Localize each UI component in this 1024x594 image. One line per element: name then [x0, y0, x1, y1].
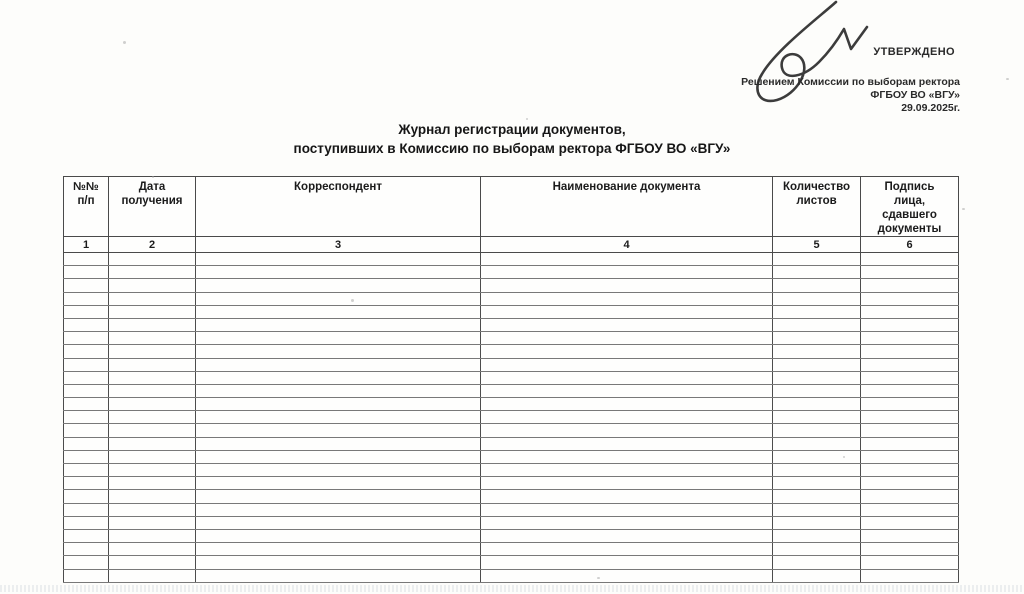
empty-cell [773, 279, 861, 292]
empty-cell [64, 358, 109, 371]
empty-cell [861, 266, 959, 279]
empty-cell [64, 464, 109, 477]
empty-cell [773, 569, 861, 582]
empty-cell [109, 305, 196, 318]
empty-cell [109, 437, 196, 450]
scan-speck [962, 208, 965, 210]
empty-row [64, 253, 959, 266]
empty-cell [481, 384, 773, 397]
empty-cell [773, 292, 861, 305]
empty-cell [109, 516, 196, 529]
column-header-6: Подпись лица, сдавшего документы [861, 177, 959, 237]
empty-cell [773, 437, 861, 450]
empty-cell [109, 464, 196, 477]
empty-cell [109, 384, 196, 397]
empty-cell [481, 266, 773, 279]
approval-line-organization: ФГБОУ ВО «ВГУ» [870, 89, 960, 101]
empty-row [64, 437, 959, 450]
empty-cell [64, 318, 109, 331]
empty-cell [196, 305, 481, 318]
scan-speck [526, 118, 528, 120]
empty-cell [481, 464, 773, 477]
empty-row [64, 411, 959, 424]
empty-cell [109, 503, 196, 516]
empty-cell [196, 424, 481, 437]
empty-cell [773, 358, 861, 371]
empty-cell [64, 279, 109, 292]
empty-cell [196, 398, 481, 411]
empty-cell [64, 556, 109, 569]
empty-row [64, 332, 959, 345]
empty-cell [773, 503, 861, 516]
empty-cell [861, 279, 959, 292]
approval-line-resolution: Решением Комиссии по выборам ректора [741, 76, 960, 88]
empty-row [64, 424, 959, 437]
column-header-3: Корреспондент [196, 177, 481, 237]
empty-cell [861, 384, 959, 397]
empty-cell [196, 358, 481, 371]
empty-row [64, 384, 959, 397]
column-numbers-row [64, 237, 959, 253]
empty-cell [64, 398, 109, 411]
empty-cell [109, 318, 196, 331]
empty-cell [773, 424, 861, 437]
empty-cell [196, 345, 481, 358]
empty-cell [773, 529, 861, 542]
empty-cell [861, 398, 959, 411]
empty-cell [64, 384, 109, 397]
empty-cell [196, 516, 481, 529]
scanner-edge-artifact [0, 585, 1024, 592]
empty-cell [64, 332, 109, 345]
empty-row [64, 398, 959, 411]
empty-cell [773, 398, 861, 411]
column-number-5: 5 [773, 237, 861, 253]
empty-cell [64, 450, 109, 463]
empty-cell [109, 279, 196, 292]
empty-cell [109, 371, 196, 384]
empty-cell [861, 477, 959, 490]
empty-cell [773, 332, 861, 345]
empty-cell [861, 450, 959, 463]
column-number-4: 4 [481, 237, 773, 253]
empty-cell [773, 490, 861, 503]
column-header-1: №№ п/п [64, 177, 109, 237]
empty-row [64, 543, 959, 556]
empty-cell [861, 305, 959, 318]
column-number-2: 2 [109, 237, 196, 253]
empty-cell [861, 358, 959, 371]
empty-row [64, 556, 959, 569]
empty-cell [109, 358, 196, 371]
empty-cell [481, 279, 773, 292]
empty-cell [109, 450, 196, 463]
empty-cell [196, 556, 481, 569]
empty-cell [481, 529, 773, 542]
empty-cell [773, 266, 861, 279]
empty-row [64, 305, 959, 318]
column-number-6: 6 [861, 237, 959, 253]
empty-cell [196, 477, 481, 490]
empty-cell [773, 450, 861, 463]
empty-cell [861, 332, 959, 345]
empty-cell [481, 490, 773, 503]
empty-cell [773, 345, 861, 358]
empty-cell [861, 345, 959, 358]
empty-cell [773, 543, 861, 556]
empty-cell [481, 318, 773, 331]
column-header-4: Наименование документа [481, 177, 773, 237]
empty-cell [64, 424, 109, 437]
empty-cell [196, 450, 481, 463]
empty-row [64, 464, 959, 477]
empty-row [64, 292, 959, 305]
empty-row [64, 371, 959, 384]
empty-cell [481, 424, 773, 437]
empty-cell [64, 266, 109, 279]
empty-cell [64, 411, 109, 424]
empty-row [64, 345, 959, 358]
scan-speck [351, 299, 354, 302]
empty-cell [773, 384, 861, 397]
empty-cell [109, 569, 196, 582]
empty-cell [64, 253, 109, 266]
empty-cell [481, 450, 773, 463]
empty-cell [109, 556, 196, 569]
column-number-3: 3 [196, 237, 481, 253]
empty-cell [196, 464, 481, 477]
empty-cell [861, 411, 959, 424]
empty-cell [64, 516, 109, 529]
empty-cell [64, 437, 109, 450]
scan-speck [597, 577, 600, 579]
empty-cell [196, 437, 481, 450]
approved-label: УТВЕРЖДЕНО [873, 46, 955, 58]
empty-cell [196, 411, 481, 424]
empty-cell [861, 371, 959, 384]
table-header-row [64, 177, 959, 237]
empty-cell [773, 516, 861, 529]
empty-cell [773, 464, 861, 477]
empty-cell [64, 503, 109, 516]
empty-row [64, 569, 959, 582]
empty-cell [481, 516, 773, 529]
empty-row [64, 358, 959, 371]
empty-cell [861, 292, 959, 305]
empty-cell [861, 529, 959, 542]
empty-row [64, 266, 959, 279]
empty-cell [64, 345, 109, 358]
empty-cell [109, 411, 196, 424]
empty-cell [481, 503, 773, 516]
column-header-5: Количество листов [773, 177, 861, 237]
empty-cell [64, 371, 109, 384]
empty-cell [773, 477, 861, 490]
empty-cell [64, 305, 109, 318]
empty-cell [861, 464, 959, 477]
empty-cell [773, 371, 861, 384]
empty-cell [109, 490, 196, 503]
empty-cell [861, 543, 959, 556]
empty-cell [109, 266, 196, 279]
empty-cell [481, 569, 773, 582]
empty-cell [64, 292, 109, 305]
empty-cell [196, 503, 481, 516]
empty-cell [481, 411, 773, 424]
empty-cell [196, 318, 481, 331]
empty-cell [196, 292, 481, 305]
empty-row [64, 490, 959, 503]
empty-cell [481, 477, 773, 490]
empty-cell [196, 332, 481, 345]
empty-cell [773, 253, 861, 266]
empty-cell [109, 529, 196, 542]
document-title [0, 120, 1024, 158]
scan-speck [843, 456, 845, 458]
empty-cell [196, 569, 481, 582]
empty-cell [481, 437, 773, 450]
empty-cell [861, 490, 959, 503]
empty-cell [109, 292, 196, 305]
empty-cell [109, 398, 196, 411]
empty-cell [64, 490, 109, 503]
empty-cell [773, 411, 861, 424]
empty-cell [481, 332, 773, 345]
empty-row [64, 503, 959, 516]
empty-cell [109, 253, 196, 266]
empty-cell [64, 543, 109, 556]
empty-row [64, 279, 959, 292]
empty-row [64, 477, 959, 490]
empty-cell [861, 556, 959, 569]
empty-cell [861, 437, 959, 450]
empty-cell [481, 292, 773, 305]
empty-cell [481, 358, 773, 371]
empty-cell [861, 503, 959, 516]
empty-cell [196, 279, 481, 292]
empty-cell [196, 384, 481, 397]
scan-speck [123, 41, 126, 44]
empty-cell [196, 266, 481, 279]
empty-cell [196, 529, 481, 542]
empty-cell [109, 543, 196, 556]
empty-cell [481, 253, 773, 266]
title-line-2: поступивших в Комиссию по выборам ректора ФГБОУ ВО «ВГУ» [293, 141, 731, 156]
empty-cell [773, 556, 861, 569]
title-line-1: Журнал регистрации документов, [398, 122, 626, 137]
empty-cell [196, 490, 481, 503]
column-number-1: 1 [64, 237, 109, 253]
empty-cell [773, 318, 861, 331]
approval-block [741, 46, 960, 115]
empty-cell [481, 398, 773, 411]
empty-cell [481, 371, 773, 384]
empty-cell [109, 424, 196, 437]
empty-cell [64, 477, 109, 490]
empty-cell [861, 569, 959, 582]
empty-cell [109, 345, 196, 358]
empty-row [64, 450, 959, 463]
empty-cell [64, 569, 109, 582]
empty-cell [861, 318, 959, 331]
empty-cell [109, 477, 196, 490]
empty-cell [481, 345, 773, 358]
registration-journal-table [63, 176, 959, 583]
empty-row [64, 529, 959, 542]
empty-cell [481, 543, 773, 556]
empty-cell [64, 529, 109, 542]
column-header-2: Дата получения [109, 177, 196, 237]
empty-cell [481, 556, 773, 569]
scan-speck [152, 176, 154, 178]
empty-row [64, 516, 959, 529]
empty-cell [196, 371, 481, 384]
empty-cell [861, 424, 959, 437]
scan-speck [1006, 78, 1009, 80]
empty-cell [196, 253, 481, 266]
empty-cell [481, 305, 773, 318]
empty-cell [773, 305, 861, 318]
empty-cell [109, 332, 196, 345]
empty-cell [861, 253, 959, 266]
empty-cell [196, 543, 481, 556]
approval-line-date: 29.09.2025г. [901, 102, 960, 114]
empty-cell [861, 516, 959, 529]
empty-row [64, 318, 959, 331]
